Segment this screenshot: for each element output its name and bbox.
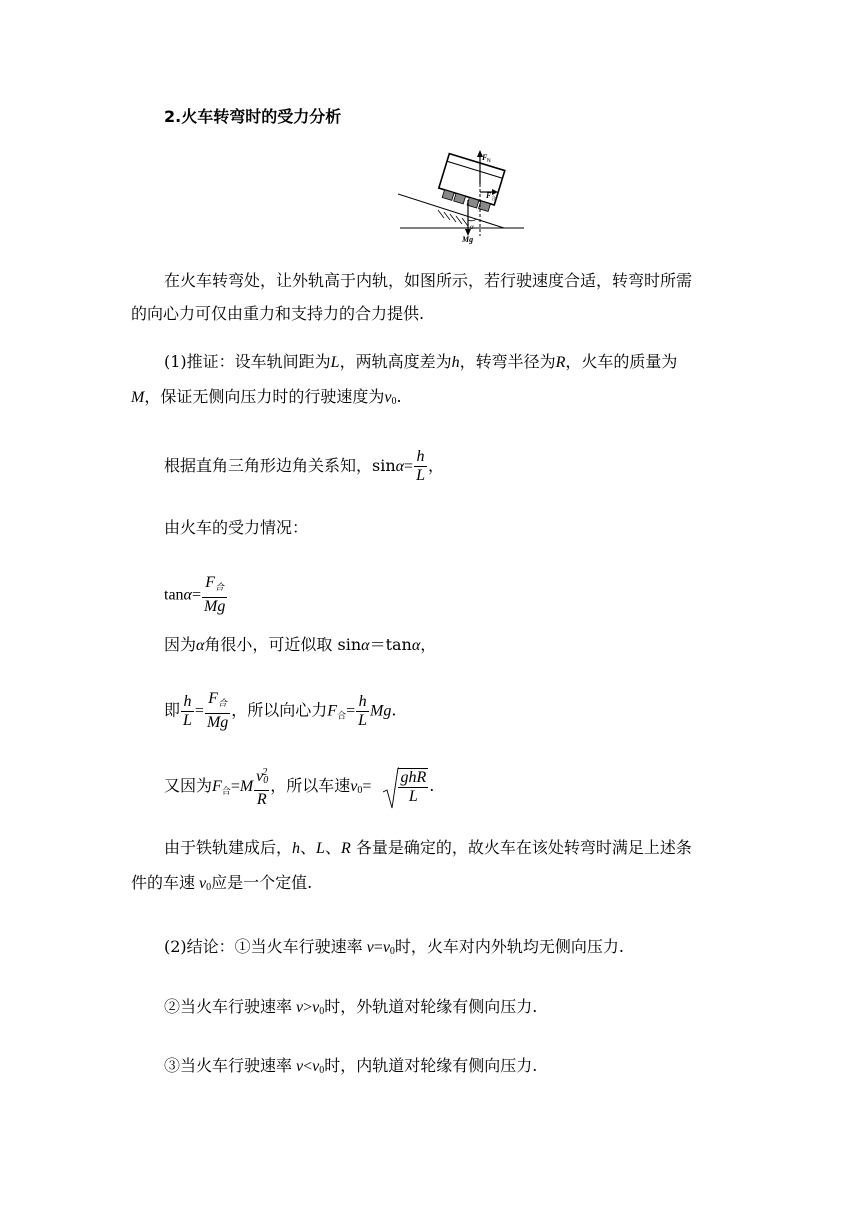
paragraph-1-line-1: 在火车转弯处，让外轨高于内轨，如图所示，若行驶速度合适，转弯时所需: [164, 271, 693, 290]
small-angle-text: 因为α角很小，可近似取 sinα＝tanα，: [164, 635, 437, 654]
mg-label: Mg: [462, 235, 474, 244]
conclusion-3: ③当火车行驶速率 $v<v_0$时，内轨道对轮缘有侧向压力.: [164, 1056, 538, 1076]
tan-equation: tanα= $\frac{\text{F合}}{Mg}$: [164, 574, 226, 615]
fn-label-sub: N: [487, 158, 491, 164]
force-situation-text: 由火车的受力情况：: [164, 518, 309, 537]
paragraph-9-line-2: 件的车速 $v_0$应是一个定值.: [131, 873, 313, 893]
section-heading: 2.火车转弯时的受力分析: [164, 107, 342, 126]
conclusion-2: ②当火车行驶速率 $v>v_0$时，外轨道对轮缘有侧向压力.: [164, 997, 538, 1017]
centripetal-equation: 即 $\frac{h}{L}$ = $\frac{\text{F合}}{Mg}$ ，所以向心力F合= $\frac{h}{L}$ Mg.: [164, 690, 397, 731]
train-force-diagram: [398, 148, 528, 244]
paragraph-9-line-1: 由于铁轨建成后，h、L、R 各量是确定的，故火车在该处转弯时满足上述条: [164, 838, 692, 857]
fhe-label: F: [486, 191, 492, 200]
square-root: $\frac{\text{ghR}}{L}$: [383, 768, 429, 806]
alpha-label: α: [470, 223, 474, 231]
speed-equation: 又因为F合=M $\frac{v_0^2}{R}$ ，所以车速$v_0=$ $\frac{\text{ghR}}{L}$ .: [164, 764, 434, 809]
paragraph-2-line-1: (1)推证：设车轨间距为L，两轨高度差为h，转弯半径为R，火车的质量为: [164, 352, 678, 371]
fhe-label-sub: 合: [491, 196, 497, 202]
paragraph-2-line-2: M，保证无侧向压力时的行驶速度为$v_0$.: [131, 387, 402, 407]
paragraph-1-line-2: 的向心力可仅由重力和支持力的合力提供.: [131, 304, 425, 323]
conclusion-1: (2)结论：①当火车行驶速率 $v=v_0$时，火车对内外轨均无侧向压力.: [164, 937, 625, 957]
sin-equation: 根据直角三角形边角关系知，sinα= $\frac{h}{L}$ ，: [164, 448, 444, 484]
fn-label: F: [482, 153, 488, 162]
